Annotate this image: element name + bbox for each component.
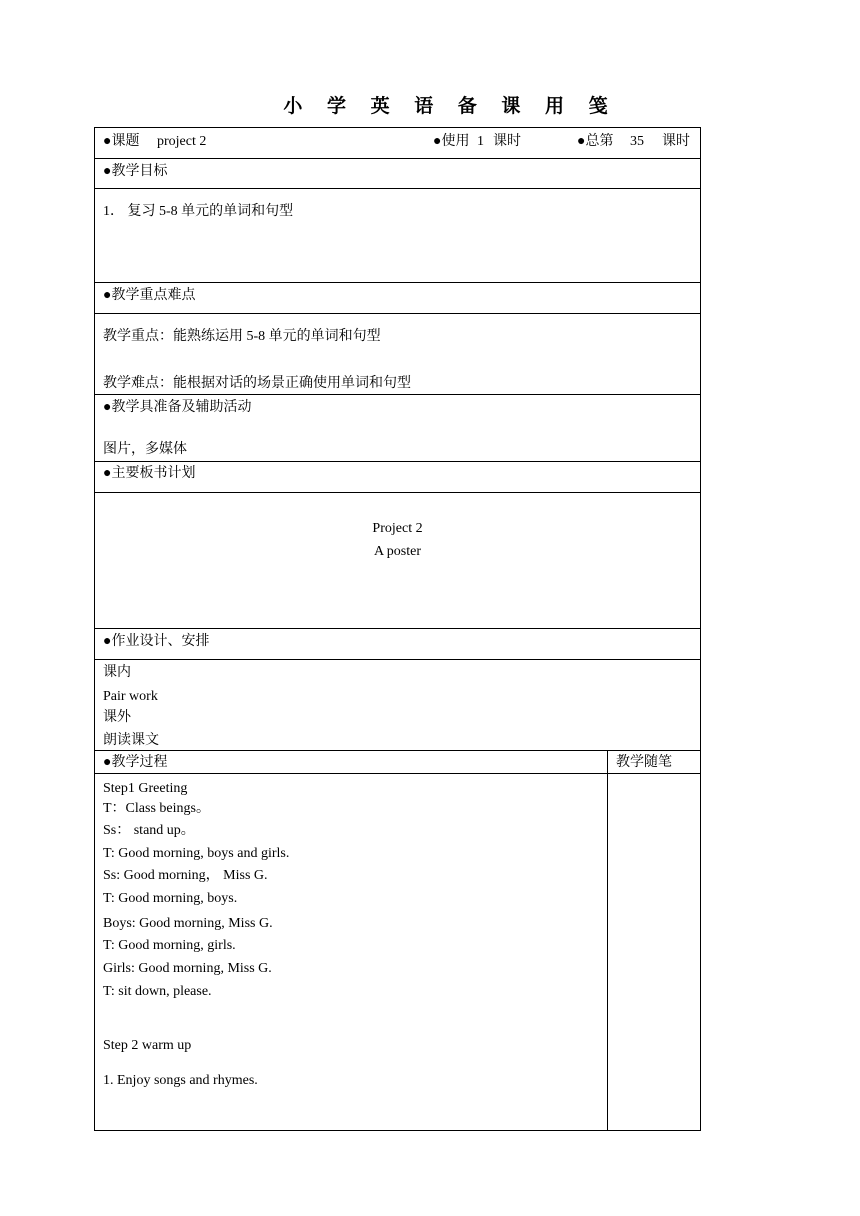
process-line: Step1 Greeting [103,781,188,796]
homework-content [94,660,701,751]
use-label: ●使用 [433,134,470,149]
process-line: T: Good morning, girls. [103,938,236,953]
use-unit: 课时 [493,134,521,149]
key-points-heading: ●教学重点难点 [103,288,196,303]
total-label: ●总第 [577,134,614,149]
objectives-heading: ●教学目标 [103,164,168,179]
key-points-content [94,314,701,395]
objectives-heading-row [94,159,701,189]
board-heading-row [94,462,701,493]
objectives-content [94,189,701,283]
homework-heading-row [94,629,701,660]
column-divider [607,751,608,773]
total-value: 35 [630,134,644,149]
process-line: T: sit down, please. [103,984,212,999]
use-value: 1 [477,134,484,149]
process-heading: ●教学过程 [103,755,168,770]
homework-line: 课内 [103,665,131,680]
teaching-focus: 教学重点：能熟练运用 5-8 单元的单词和句型 [103,329,381,344]
objective-item: 1． 复习 5-8 单元的单词和句型 [103,204,294,219]
process-heading-row [94,751,701,774]
teaching-difficulty: 教学难点：能根据对话的场景正确使用单词和句型 [103,376,411,391]
homework-line: 朗读课文 [103,733,159,748]
board-heading: ●主要板书计划 [103,466,196,481]
process-line: Ss: Good morning， Miss G. [103,868,268,883]
topic-value: project 2 [157,134,207,149]
lesson-info-row [94,127,701,159]
process-line: Step 2 warm up [103,1038,192,1053]
key-points-heading-row [94,283,701,314]
column-divider [607,774,608,1130]
process-line: 1. Enjoy songs and rhymes. [103,1073,258,1088]
process-line: Ss： stand up。 [103,823,195,838]
process-content [94,774,701,1131]
board-content [94,493,701,629]
preparation-section [94,395,701,462]
board-line-1: Project 2 [372,521,423,536]
preparation-content: 图片，多媒体 [103,442,187,457]
notes-heading: 教学随笔 [616,755,672,770]
topic-label: ●课题 [103,134,140,149]
page-title: 小 学 英 语 备 课 用 笺 [283,95,617,117]
preparation-heading: ●教学具准备及辅助活动 [103,400,252,415]
total-unit: 课时 [662,134,690,149]
homework-line: Pair work [103,689,158,704]
process-line: Girls: Good morning, Miss G. [103,961,272,976]
board-line-2: A poster [373,544,422,559]
process-line: Boys: Good morning, Miss G. [103,916,273,931]
process-line: T：Class beings。 [103,801,210,816]
process-line: T: Good morning, boys and girls. [103,846,290,861]
process-line: T: Good morning, boys. [103,891,238,906]
homework-heading: ●作业设计、安排 [103,634,210,649]
homework-line: 课外 [103,710,131,725]
